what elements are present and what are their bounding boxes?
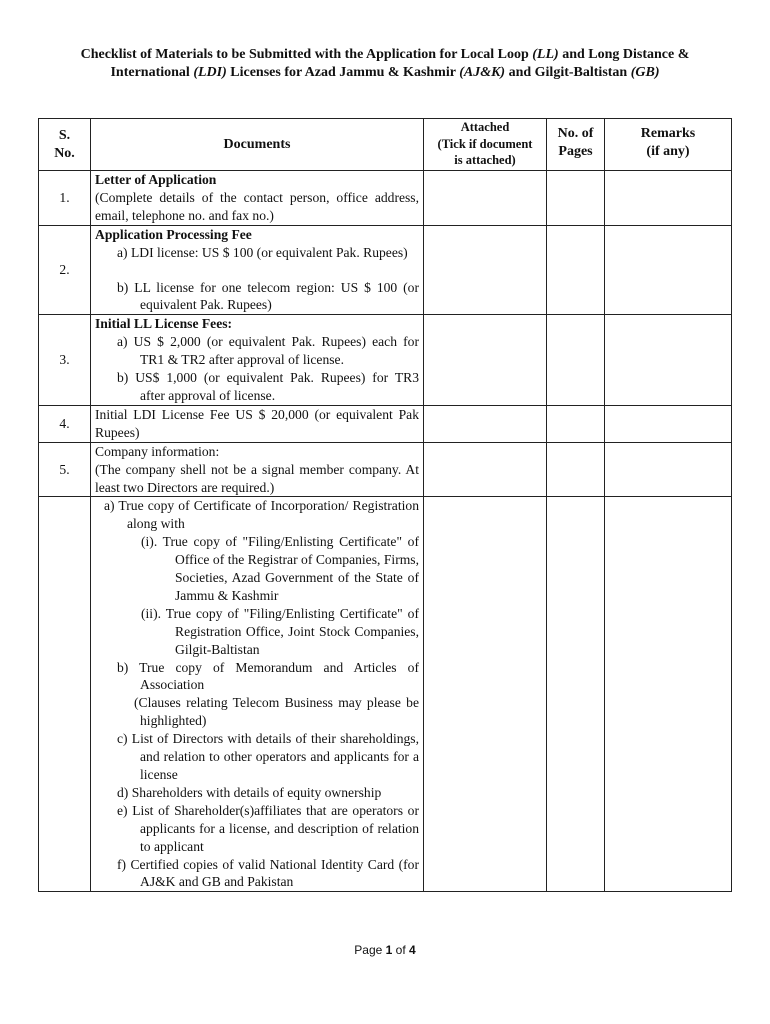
header-sno: S. No. [39, 119, 91, 171]
checklist-table [38, 118, 732, 892]
document-cell: Initial LL License Fees: a) US $ 2,000 (or equivalent Pak. Rupees) each for TR1 & TR2 after approval of license. b) US$ 1,000 (or equivalent Pak. Rupees) for TR3 after approval of license. [91, 315, 424, 406]
row-number: 3. [39, 315, 91, 406]
pages-cell[interactable] [547, 225, 605, 315]
remarks-cell[interactable] [605, 171, 732, 226]
attached-cell[interactable] [424, 497, 547, 892]
document-cell: Initial LDI License Fee US $ 20,000 (or equivalent Pak Rupees) [91, 405, 424, 442]
attached-cell[interactable] [424, 442, 547, 497]
remarks-cell[interactable] [605, 497, 732, 892]
attached-cell[interactable] [424, 405, 547, 442]
header-attached: Attached (Tick if document is attached) [424, 119, 547, 171]
row-number: 2. [39, 225, 91, 315]
attached-cell[interactable] [424, 225, 547, 315]
header-pages: No. of Pages [547, 119, 605, 171]
table-row [39, 497, 732, 892]
header-remarks: Remarks (if any) [605, 119, 732, 171]
row-number: 4. [39, 405, 91, 442]
table-row [39, 405, 732, 442]
document-cell: Letter of Application (Complete details of the contact person, office address, email, telephone no. and fax no.) [91, 171, 424, 226]
table-row [39, 171, 732, 226]
row-number [39, 497, 91, 892]
page-footer: Page 1 of 4 [354, 943, 416, 957]
remarks-cell[interactable] [605, 405, 732, 442]
document-cell: Company information: (The company shell not be a signal member company. At least two Directors are required.) [91, 442, 424, 497]
remarks-cell[interactable] [605, 442, 732, 497]
document-title: Checklist of Materials to be Submitted with the Application for Local Loop (LL) and Long Distance & International (LDI) Licenses for Azad Jammu & Kashmir (AJ&K) and Gilgit-Baltistan (GB) [80, 47, 690, 80]
pages-cell[interactable] [547, 442, 605, 497]
row-number: 1. [39, 171, 91, 226]
pages-cell[interactable] [547, 405, 605, 442]
remarks-cell[interactable] [605, 315, 732, 406]
table-row [39, 315, 732, 406]
table-header-row [39, 119, 732, 171]
table-row [39, 225, 732, 315]
pages-cell[interactable] [547, 171, 605, 226]
table-row [39, 442, 732, 497]
pages-cell[interactable] [547, 315, 605, 406]
attached-cell[interactable] [424, 315, 547, 406]
document-cell: a) True copy of Certificate of Incorporation/ Registration along with (i). True copy of "Filing/Enlisting Certificate" of Office of the Registrar of Companies, Firms, Societies, Azad Government of the State of Jammu & Kashmir (ii). True copy of "Filing/Enlisting Certificate" of Registration Office, Joint Stock Companies, Gilgit-Baltistan b) True copy of Memorandum and Articles of Association (Clauses relating Telecom Business may please be highlighted) c) List of Directors with details of their shareholdings, and relation to other operators and applicants for a license d) Shareholders with details of equity ownership e) List of Shareholder(s)affiliates that are operators or applicants for a license, and description of relation to applicant f) Certified copies of valid National Identity Card (for AJ&K and GB and Pakistan [91, 497, 424, 892]
pages-cell[interactable] [547, 497, 605, 892]
attached-cell[interactable] [424, 171, 547, 226]
header-documents: Documents [91, 119, 424, 171]
row-number: 5. [39, 442, 91, 497]
remarks-cell[interactable] [605, 225, 732, 315]
document-cell: Application Processing Fee a) LDI license: US $ 100 (or equivalent Pak. Rupees) b) LL license for one telecom region: US $ 100 (or equivalent Pak. Rupees) [91, 225, 424, 315]
